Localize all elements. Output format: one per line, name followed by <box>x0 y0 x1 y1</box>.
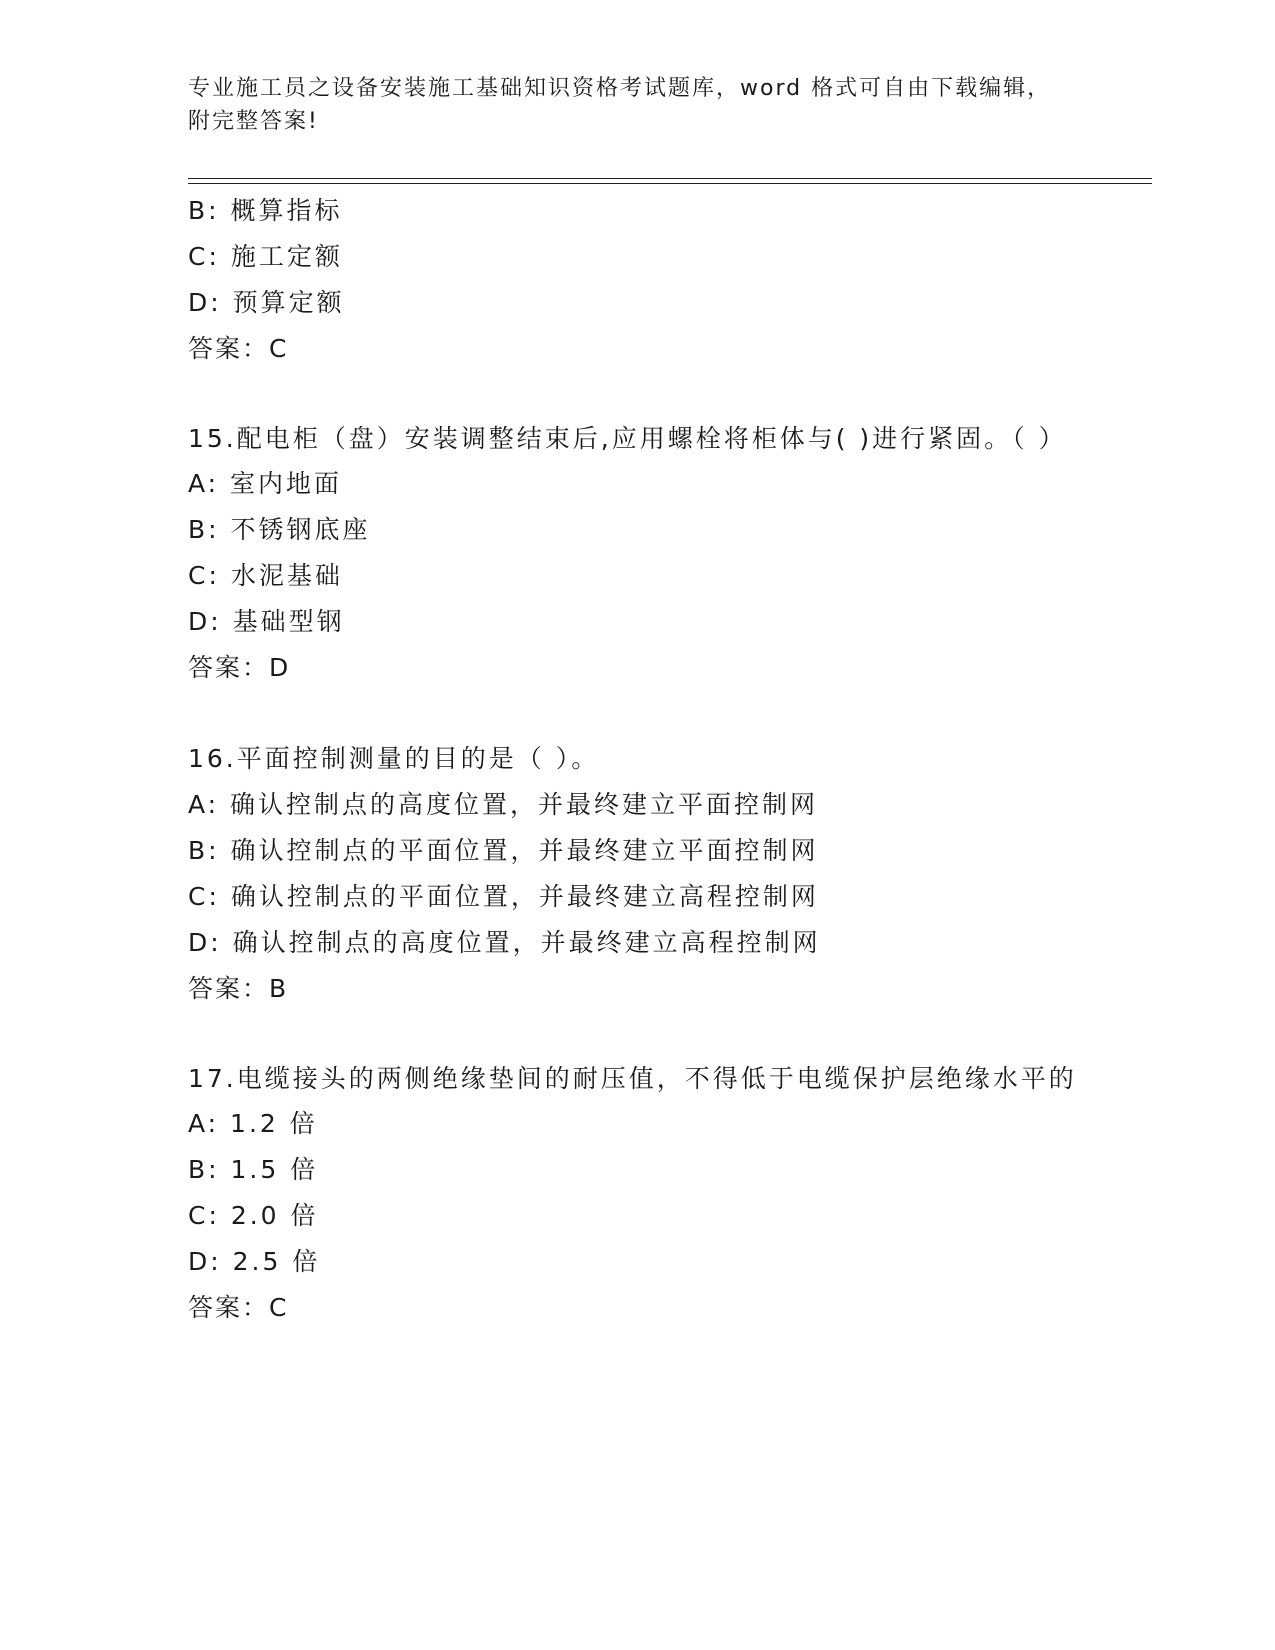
question-text: 17.电缆接头的两侧绝缘垫间的耐压值，不得低于电缆保护层绝缘水平的 <box>188 1064 1077 1093</box>
question-list <box>188 188 1088 1331</box>
answer-line: 答案：C <box>188 1293 289 1322</box>
option-c: C: 确认控制点的平面位置，并最终建立高程控制网 <box>188 882 819 911</box>
option-d: D: 确认控制点的高度位置，并最终建立高程控制网 <box>188 928 821 957</box>
question-15 <box>188 417 1088 691</box>
question-text: 15.配电柜（盘）安装调整结束后,应用螺栓将柜体与( )进行紧固。（ ） <box>188 424 1067 453</box>
answer-line: 答案：C <box>188 334 289 363</box>
header-line-2: 附完整答案! <box>188 109 319 134</box>
answer-line: 答案：B <box>188 974 289 1003</box>
option-a: A: 室内地面 <box>188 469 343 498</box>
question-text: 16.平面控制测量的目的是（ ）。 <box>188 744 600 773</box>
header-line-1: 专业施工员之设备安装施工基础知识资格考试题库，word 格式可自由下载编辑， <box>188 76 1052 101</box>
document-header <box>188 72 1088 138</box>
option-b: B: 不锈钢底座 <box>188 515 371 544</box>
answer-line: 答案：D <box>188 653 291 682</box>
option-b: B: 确认控制点的平面位置，并最终建立平面控制网 <box>188 836 819 865</box>
question-16 <box>188 736 1088 1012</box>
option-c: C: 2.0 倍 <box>188 1201 319 1230</box>
option-d: D: 2.5 倍 <box>188 1247 321 1276</box>
option-c: C: 施工定额 <box>188 242 343 271</box>
question-17 <box>188 1057 1088 1331</box>
option-a: A: 确认控制点的高度位置，并最终建立平面控制网 <box>188 790 819 819</box>
option-a: A: 1.2 倍 <box>188 1109 318 1138</box>
option-d: D: 预算定额 <box>188 288 345 317</box>
option-b: B: 1.5 倍 <box>188 1155 319 1184</box>
option-d: D: 基础型钢 <box>188 607 345 636</box>
header-divider-bottom <box>188 183 1152 184</box>
option-b: B: 概算指标 <box>188 196 343 225</box>
option-c: C: 水泥基础 <box>188 561 343 590</box>
carryover-question <box>188 188 1088 372</box>
header-divider-top <box>188 178 1152 179</box>
